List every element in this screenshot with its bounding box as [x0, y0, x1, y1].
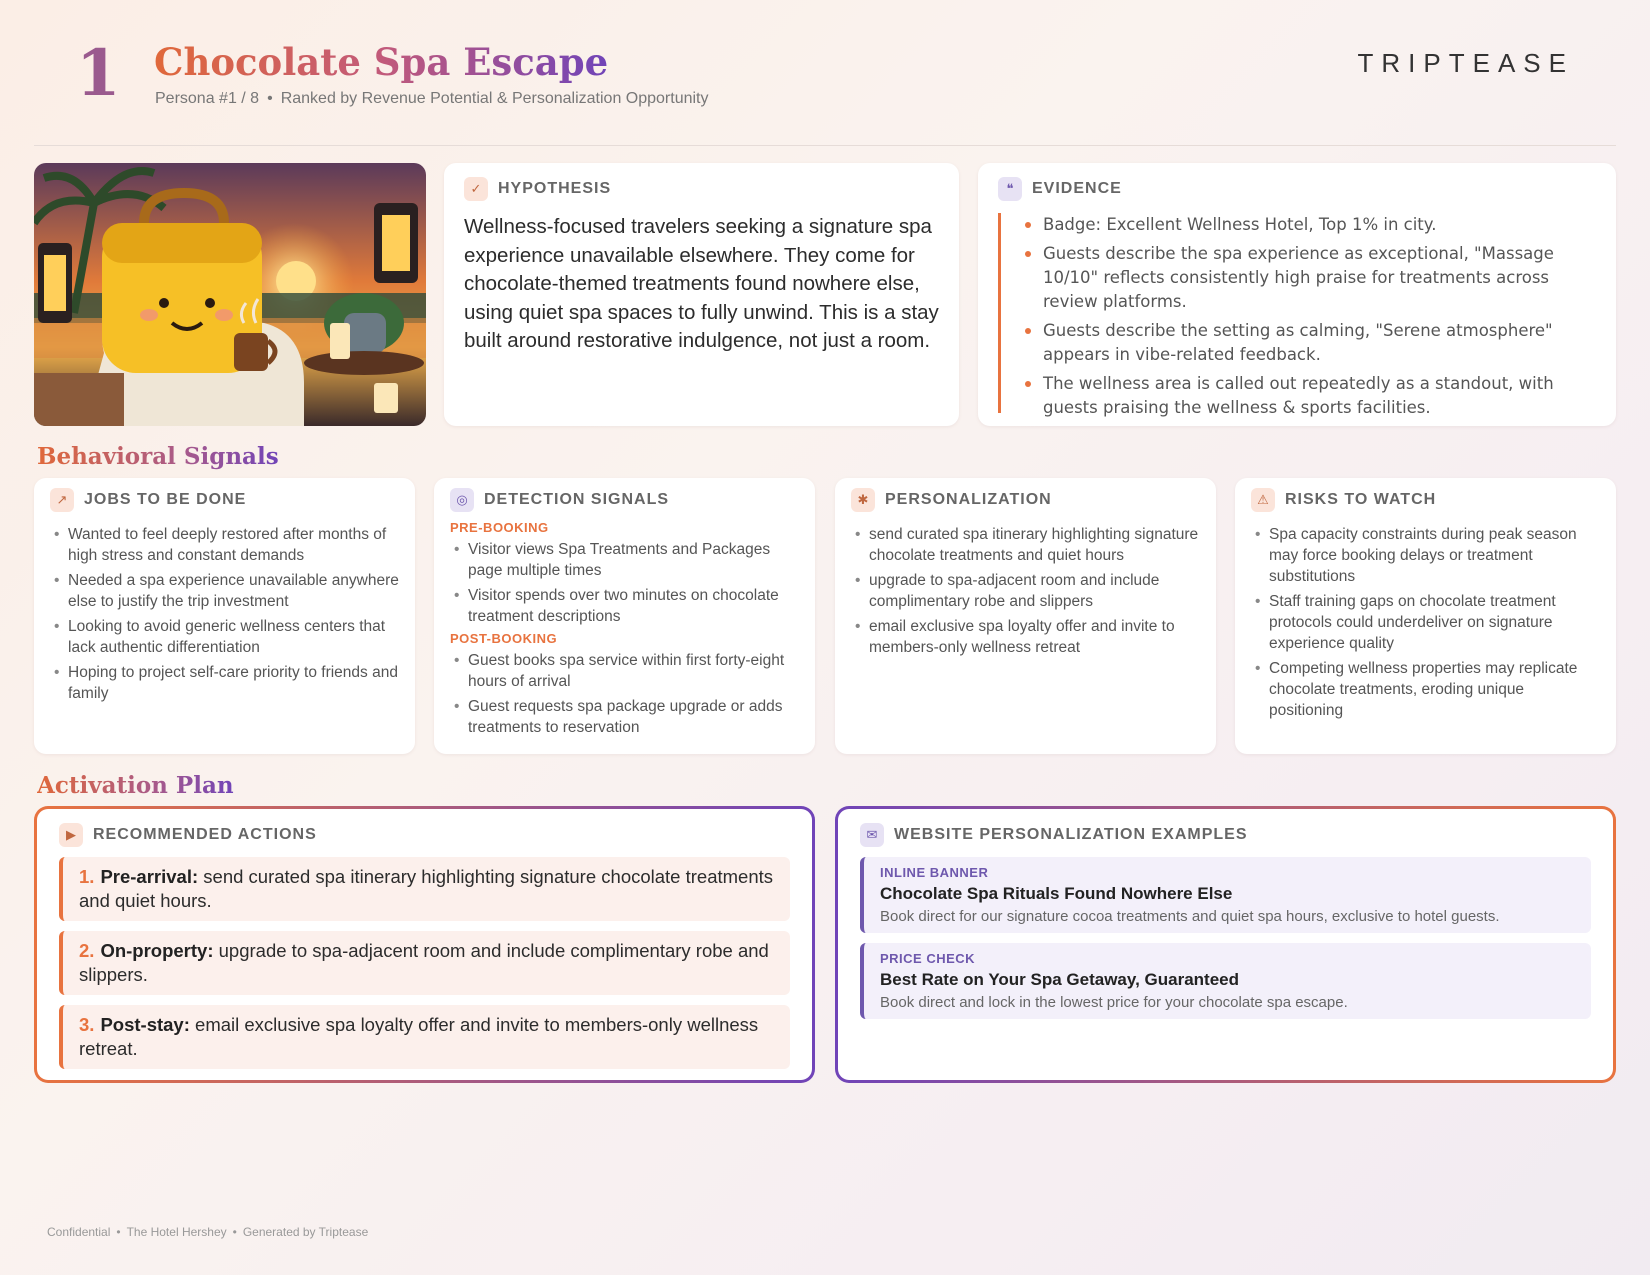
- target-icon: ◎: [450, 488, 474, 512]
- example-body: Book direct and lock in the lowest price for your chocolate spa escape.: [880, 994, 1348, 1011]
- evidence-item: Guests describe the setting as calming, "Serene atmosphere" appears in vibe-related feedback.: [1023, 319, 1596, 367]
- mail-icon: ✉: [860, 823, 884, 847]
- evidence-item: Guests describe the spa experience as exceptional, "Massage 10/10" reflects consistently high praise for treatments across review platforms.: [1023, 242, 1596, 314]
- list-item: • Wanted to feel deeply restored after months of high stress and constant demands: [50, 524, 399, 566]
- list-item: • Needed a spa experience unavailable anywhere else to justify the trip investment: [50, 570, 399, 612]
- post-booking-list: [450, 650, 799, 738]
- action-lead: On-property:: [100, 940, 214, 961]
- risks-card: [1235, 478, 1616, 754]
- hypothesis-text: Wellness-focused travelers seeking a signature spa experience unavailable elsewhere. They come for chocolate-themed treatments found nowhere else, using quiet spa spaces to fully unwind. This is a stay built around restorative indulgence, not just a room.: [464, 215, 939, 352]
- evidence-item: The wellness area is called out repeatedly as a standout, with guests praising the wellness & sports facilities.: [1023, 372, 1596, 420]
- example-card: [860, 857, 1591, 933]
- page-subtitle: Persona #1 / 8 • Ranked by Revenue Potential & Personalization Opportunity: [155, 90, 709, 107]
- footer-confidential: Confidential: [47, 1225, 111, 1239]
- list-item: • email exclusive spa loyalty offer and invite to members-only wellness retreat: [851, 616, 1200, 658]
- example-tag: PRICE CHECK: [880, 951, 976, 966]
- list-item: • Staff training gaps on chocolate treatment protocols could underdeliver on signature experience quality: [1251, 591, 1600, 654]
- example-title: Best Rate on Your Spa Getaway, Guaranteed: [880, 970, 1239, 989]
- play-icon: ▶: [59, 823, 83, 847]
- action-text: email exclusive spa loyalty offer and invite to members-only wellness retreat.: [79, 1014, 759, 1059]
- jobs-card: [34, 478, 415, 754]
- check-icon: ✓: [464, 177, 488, 201]
- header: [34, 36, 1616, 146]
- recommended-actions-panel: [34, 806, 815, 1083]
- persona-rank: 1: [76, 36, 121, 111]
- action-item: [59, 931, 790, 995]
- example-body: Book direct for our signature cocoa treatments and quiet spa hours, exclusive to hotel guests.: [880, 908, 1500, 925]
- list-item: • Guest books spa service within first forty-eight hours of arrival: [450, 650, 799, 692]
- activation-plan-title: Activation Plan: [37, 772, 234, 799]
- list-item: • Looking to avoid generic wellness centers that lack authentic differentiation: [50, 616, 399, 658]
- personalization-list: [851, 524, 1200, 658]
- list-item: • upgrade to spa-adjacent room and include complimentary robe and slippers: [851, 570, 1200, 612]
- evidence-card: [978, 163, 1616, 426]
- detection-label: DETECTION SIGNALS: [484, 491, 670, 508]
- mascot-spa-illustration: [34, 163, 426, 426]
- hypothesis-label: HYPOTHESIS: [498, 180, 612, 197]
- action-number: 1.: [79, 866, 95, 887]
- arrow-up-right-icon: ↗: [50, 488, 74, 512]
- hypothesis-card: [444, 163, 959, 426]
- pre-booking-label: PRE-BOOKING: [450, 520, 549, 535]
- list-item: • Spa capacity constraints during peak season may force booking delays or treatment substitutions: [1251, 524, 1600, 587]
- action-text: send curated spa itinerary highlighting signature chocolate treatments and quiet hours.: [79, 866, 774, 911]
- personalization-card: [835, 478, 1216, 754]
- actions-label: RECOMMENDED ACTIONS: [93, 826, 317, 843]
- behavioral-signals-title: Behavioral Signals: [37, 443, 279, 470]
- examples-label: WEBSITE PERSONALIZATION EXAMPLES: [894, 826, 1248, 843]
- quote-icon: ❝: [998, 177, 1022, 201]
- action-lead: Post-stay:: [100, 1014, 190, 1035]
- website-examples-panel: [835, 806, 1616, 1083]
- pre-booking-list: [450, 539, 799, 627]
- jobs-list: [50, 524, 399, 704]
- evidence-label: EVIDENCE: [1032, 180, 1122, 197]
- list-item: • Visitor spends over two minutes on chocolate treatment descriptions: [450, 585, 799, 627]
- risks-list: [1251, 524, 1600, 721]
- footer-generated: Generated by Triptease: [242, 1225, 369, 1239]
- action-number: 2.: [79, 940, 95, 961]
- evidence-list: [1023, 213, 1596, 420]
- personalization-label: PERSONALIZATION: [885, 491, 1052, 508]
- action-text: upgrade to spa-adjacent room and include complimentary robe and slippers.: [79, 940, 769, 985]
- evidence-item: Badge: Excellent Wellness Hotel, Top 1% in city.: [1023, 213, 1596, 237]
- action-number: 3.: [79, 1014, 95, 1035]
- risks-label: RISKS TO WATCH: [1285, 491, 1437, 508]
- footer: Confidential • The Hotel Hershey • Generated by Triptease: [47, 1225, 369, 1239]
- list-item: • send curated spa itinerary highlighting signature chocolate treatments and quiet hours: [851, 524, 1200, 566]
- persona-index: Persona #1 / 8: [155, 90, 260, 107]
- example-title: Chocolate Spa Rituals Found Nowhere Else: [880, 884, 1233, 903]
- brand-logo: TRIPTEASE: [1357, 48, 1574, 78]
- detection-card: [434, 478, 815, 754]
- list-item: • Guest requests spa package upgrade or adds treatments to reservation: [450, 696, 799, 738]
- example-tag: INLINE BANNER: [880, 865, 989, 880]
- example-card: [860, 943, 1591, 1019]
- sparkle-icon: ✱: [851, 488, 875, 512]
- page-title: Chocolate Spa Escape: [154, 40, 609, 84]
- footer-hotel: The Hotel Hershey: [126, 1225, 227, 1239]
- warning-icon: ⚠: [1251, 488, 1275, 512]
- persona-illustration: [34, 163, 426, 426]
- action-item: [59, 857, 790, 921]
- list-item: • Competing wellness properties may replicate chocolate treatments, eroding unique positioning: [1251, 658, 1600, 721]
- action-lead: Pre-arrival:: [100, 866, 199, 887]
- list-item: • Visitor views Spa Treatments and Packages page multiple times: [450, 539, 799, 581]
- ranking-note: Ranked by Revenue Potential & Personalization Opportunity: [280, 90, 709, 107]
- jobs-label: JOBS TO BE DONE: [84, 491, 247, 508]
- list-item: • Hoping to project self-care priority to friends and family: [50, 662, 399, 704]
- post-booking-label: POST-BOOKING: [450, 631, 558, 646]
- action-item: [59, 1005, 790, 1069]
